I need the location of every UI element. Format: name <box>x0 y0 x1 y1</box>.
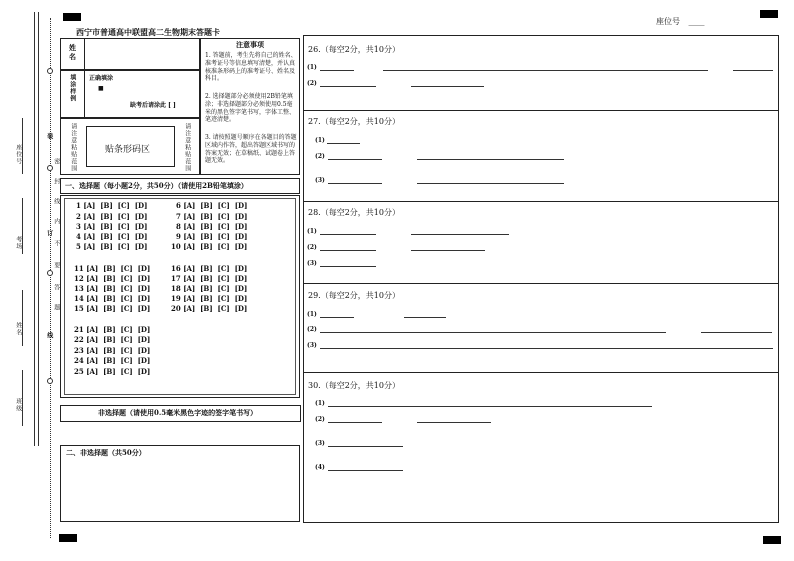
mc-num: 14 <box>74 294 84 303</box>
mc-options[interactable]: [A] [B] [C] [D] <box>183 222 248 231</box>
side-cut-char-3: 线 <box>52 198 60 205</box>
mc-num: 25 <box>74 367 84 376</box>
side-mark-xian: 线 <box>45 332 53 339</box>
q27-item-3: (3) <box>315 177 325 184</box>
q29-blank-4[interactable] <box>701 332 772 333</box>
q30-item-3: (3) <box>315 440 325 447</box>
mc-num: 17 <box>171 274 181 283</box>
mc-row-15[interactable] <box>74 304 150 313</box>
mc-row-10[interactable] <box>171 242 247 251</box>
mc-row-23[interactable] <box>74 346 150 355</box>
side-field-name: 姓名 <box>14 322 22 336</box>
mc-row-22[interactable] <box>74 335 150 344</box>
q26-blank-2[interactable] <box>383 70 708 71</box>
mc-num: 21 <box>74 325 84 334</box>
q28-blank-2[interactable] <box>411 234 509 235</box>
mc-options[interactable]: [A] [B] [C] [D] <box>86 325 151 334</box>
mc-options[interactable]: [A] [B] [C] [D] <box>183 232 248 241</box>
side-cut-char-2: 封 <box>52 178 60 185</box>
mc-num: 11 <box>74 264 84 273</box>
side-cut-char-5: 不 <box>52 240 60 247</box>
mc-num: 12 <box>74 274 84 283</box>
mc-row-18[interactable] <box>171 284 247 293</box>
mc-num: 6 <box>176 201 181 210</box>
mc-num: 8 <box>176 222 181 231</box>
mc-num: 10 <box>171 242 181 251</box>
q30-item-1: (1) <box>315 400 325 407</box>
q26-blank-3[interactable] <box>733 70 773 71</box>
mc-num: 24 <box>74 356 84 365</box>
side-field-exam-room-line <box>22 198 23 254</box>
mc-num: 19 <box>171 294 181 303</box>
side-cut-char-1: 密 <box>52 158 60 165</box>
mc-options[interactable]: [A] [B] [C] [D] <box>86 335 151 344</box>
name-label: 姓 名 <box>69 43 76 61</box>
mc-row-3[interactable] <box>76 222 147 231</box>
mc-options[interactable]: [A] [B] [C] [D] <box>86 346 151 355</box>
q29-title: 29.（每空2分，共10分） <box>308 291 400 300</box>
fill-example-correct: 正确填涂 <box>89 75 114 82</box>
corner-mark-top-right <box>760 10 778 18</box>
mc-options[interactable]: [A] [B] [C] [D] <box>83 212 148 221</box>
mc-row-24[interactable] <box>74 356 150 365</box>
q29-item-1: (1) <box>307 311 317 318</box>
mc-options[interactable]: [A] [B] [C] [D] <box>86 264 151 273</box>
mc-num: 7 <box>176 212 181 221</box>
mc-options[interactable]: [A] [B] [C] [D] <box>183 264 248 273</box>
binding-hole-4 <box>47 378 53 384</box>
mc-row-13[interactable] <box>74 284 150 293</box>
mc-num: 2 <box>76 212 81 221</box>
q27-blank-3[interactable] <box>417 159 564 160</box>
q27-blank-1[interactable] <box>327 143 360 144</box>
mc-num: 20 <box>171 304 181 313</box>
side-field-name-line <box>22 290 23 346</box>
q28-blank-4[interactable] <box>411 250 485 251</box>
q26-blank-1[interactable] <box>320 70 354 71</box>
q30-blank-2[interactable] <box>328 422 382 423</box>
mc-row-7[interactable] <box>176 212 247 221</box>
mc-num: 16 <box>171 264 181 273</box>
q26-blank-4[interactable] <box>320 86 376 87</box>
binding-hole-2 <box>47 165 53 171</box>
name-input[interactable] <box>86 40 198 68</box>
mc-options[interactable]: [A] [B] [C] [D] <box>183 304 248 313</box>
mc-options[interactable]: [A] [B] [C] [D] <box>83 222 148 231</box>
mc-num: 18 <box>171 284 181 293</box>
mc-options[interactable]: [A] [B] [C] [D] <box>183 274 248 283</box>
q28-blank-5[interactable] <box>320 266 376 267</box>
q30-blank-4[interactable] <box>328 446 403 447</box>
mc-row-6[interactable] <box>176 201 247 210</box>
q29-item-2: (2) <box>307 326 317 333</box>
corner-mark-top-left <box>63 13 81 21</box>
binding-line-outer <box>34 12 35 446</box>
q26-item-1: (1) <box>307 64 317 71</box>
mc-num: 1 <box>76 201 81 210</box>
side-field-exam-room: 考场 <box>14 236 22 250</box>
mc-row-4[interactable] <box>76 232 147 241</box>
section1-header: 一、选择题（每小题2分，共50分）（请使用2B铅笔填涂） <box>65 181 248 190</box>
seat-blank: ____ <box>688 17 705 26</box>
q27-item-2: (2) <box>315 153 325 160</box>
q30-blank-5[interactable] <box>328 470 403 471</box>
notice-line-3: 3. 请按照题号顺序在各题目的答题区域内作答，超出答题区域书写的答案无效；在草稿纸、试题卷上答题无效。 <box>205 134 297 165</box>
q28-item-3: (3) <box>307 260 317 267</box>
mc-options[interactable]: [A] [B] [C] [D] <box>86 304 151 313</box>
mc-row-16[interactable] <box>171 264 247 273</box>
q27-blank-5[interactable] <box>417 183 564 184</box>
side-cut-char-6: 要 <box>52 262 60 269</box>
mc-options[interactable]: [A] [B] [C] [D] <box>83 232 148 241</box>
q30-blank-1[interactable] <box>328 406 652 407</box>
q30-blank-3[interactable] <box>417 422 491 423</box>
binding-dotted-line <box>50 18 51 538</box>
q29-blank-2[interactable] <box>404 317 446 318</box>
barcode-center-label: 贴条形码区 <box>105 145 151 155</box>
binding-line-inner <box>38 12 39 446</box>
side-cut-char-4: 内 <box>52 218 60 225</box>
mc-options[interactable]: [A] [B] [C] [D] <box>183 284 248 293</box>
mc-row-9[interactable] <box>176 232 247 241</box>
fill-example-correct-mark: ■ <box>98 85 104 92</box>
mc-row-2[interactable] <box>76 212 147 221</box>
mc-row-25[interactable] <box>74 367 150 376</box>
mc-num: 5 <box>76 242 81 251</box>
side-cut-char-8: 题 <box>52 304 60 311</box>
mc-options[interactable]: [A] [B] [C] [D] <box>183 242 248 251</box>
barcode-right-note: 请注意粘贴范围 <box>183 123 191 172</box>
q26-divider <box>303 110 779 111</box>
q27-blank-2[interactable] <box>328 159 382 160</box>
fill-example-box <box>60 70 200 118</box>
notice-title: 注意事项 <box>236 40 264 49</box>
mc-row-19[interactable] <box>171 294 247 303</box>
side-field-seat-no-line <box>22 118 23 174</box>
mc-row-12[interactable] <box>74 274 150 283</box>
side-field-class: 班级 <box>14 398 22 412</box>
side-mark-ding: 订 <box>45 230 53 237</box>
mc-options[interactable]: [A] [B] [C] [D] <box>83 242 148 251</box>
mc-options[interactable]: [A] [B] [C] [D] <box>86 274 151 283</box>
answer-panel <box>303 35 779 523</box>
q28-blank-1[interactable] <box>320 234 376 235</box>
mc-num: 23 <box>74 346 84 355</box>
q26-blank-5[interactable] <box>411 86 484 87</box>
binding-hole-3 <box>47 270 53 276</box>
q29-blank-5[interactable] <box>320 348 773 349</box>
side-mark-zhuang: 装 <box>45 133 53 140</box>
mc-options[interactable]: [A] [B] [C] [D] <box>86 284 151 293</box>
page-title: 西宁市普通高中联盟高二生物期末答题卡 <box>76 27 220 37</box>
q26-item-2: (2) <box>307 80 317 87</box>
q28-item-1: (1) <box>307 228 317 235</box>
name-box-divider <box>84 38 85 70</box>
corner-mark-bottom-right <box>763 536 781 544</box>
mc-num: 4 <box>76 232 81 241</box>
mc-options[interactable]: [A] [B] [C] [D] <box>183 201 248 210</box>
q28-item-2: (2) <box>307 244 317 251</box>
q27-title: 27.（每空2分，共10分） <box>308 117 400 126</box>
q29-blank-1[interactable] <box>320 317 354 318</box>
q27-blank-4[interactable] <box>328 183 382 184</box>
mc-row-1[interactable] <box>76 201 147 210</box>
mc-row-8[interactable] <box>176 222 247 231</box>
mc-num: 3 <box>76 222 81 231</box>
q30-item-4: (4) <box>315 464 325 471</box>
barcode-left-note: 请注意粘贴范围 <box>69 123 77 172</box>
q29-divider <box>303 372 779 373</box>
q29-blank-3[interactable] <box>320 332 666 333</box>
section2-header: 二、非选择题（共50分） <box>66 448 146 457</box>
mc-options[interactable]: [A] [B] [C] [D] <box>86 367 151 376</box>
q28-divider <box>303 283 779 284</box>
mc-row-20[interactable] <box>171 304 247 313</box>
seat-label <box>656 16 705 27</box>
q28-blank-3[interactable] <box>320 250 376 251</box>
seat-label-text: 座位号 <box>656 17 680 26</box>
notice-line-2: 2. 选择题部分必须使用2B铅笔填涂；非选择题部分必须使用0.5毫米的黑色签字笔书写，字体工整、笔迹清楚。 <box>205 93 296 124</box>
mc-options[interactable]: [A] [B] [C] [D] <box>183 294 248 303</box>
mc-num: 13 <box>74 284 84 293</box>
side-cut-char-7: 答 <box>52 284 60 291</box>
q27-item-1: (1) <box>315 137 325 144</box>
q30-title: 30.（每空2分，共10分） <box>308 381 400 390</box>
binding-hole-1 <box>47 68 53 74</box>
q28-title: 28.（每空2分，共10分） <box>308 208 400 217</box>
q29-item-3: (3) <box>307 342 317 349</box>
mc-num: 15 <box>74 304 84 313</box>
mc-options[interactable]: [A] [B] [C] [D] <box>183 212 248 221</box>
side-field-class-line <box>22 370 23 426</box>
mc-num: 22 <box>74 335 84 344</box>
mc-row-11[interactable] <box>74 264 150 273</box>
fill-example-label: 填涂样例 <box>68 74 76 102</box>
q26-title: 26.（每空2分，共10分） <box>308 45 400 54</box>
mc-num: 9 <box>176 232 181 241</box>
mc-row-5[interactable] <box>76 242 147 251</box>
fill-example-absent[interactable]: 缺考后请涂此 [ ] <box>130 102 176 109</box>
corner-mark-bottom-left <box>59 534 77 542</box>
fill-example-divider <box>84 70 85 118</box>
mc-row-17[interactable] <box>171 274 247 283</box>
mc-row-14[interactable] <box>74 294 150 303</box>
mc-options[interactable]: [A] [B] [C] [D] <box>83 201 148 210</box>
notice-line-1: 1. 答题前，考生先将自己的姓名、准考证号等信息填写清楚，并认真核准条形码上的准考证号、姓名及科目。 <box>205 52 297 83</box>
side-field-seat-no: 座位号 <box>14 144 22 165</box>
mc-row-21[interactable] <box>74 325 150 334</box>
q30-item-2: (2) <box>315 416 325 423</box>
mc-options[interactable]: [A] [B] [C] [D] <box>86 356 151 365</box>
nonchoice-banner: 非选择题（请使用0.5毫米黑色字迹的签字笔书写） <box>98 408 258 417</box>
q27-divider <box>303 201 779 202</box>
mc-options[interactable]: [A] [B] [C] [D] <box>86 294 151 303</box>
